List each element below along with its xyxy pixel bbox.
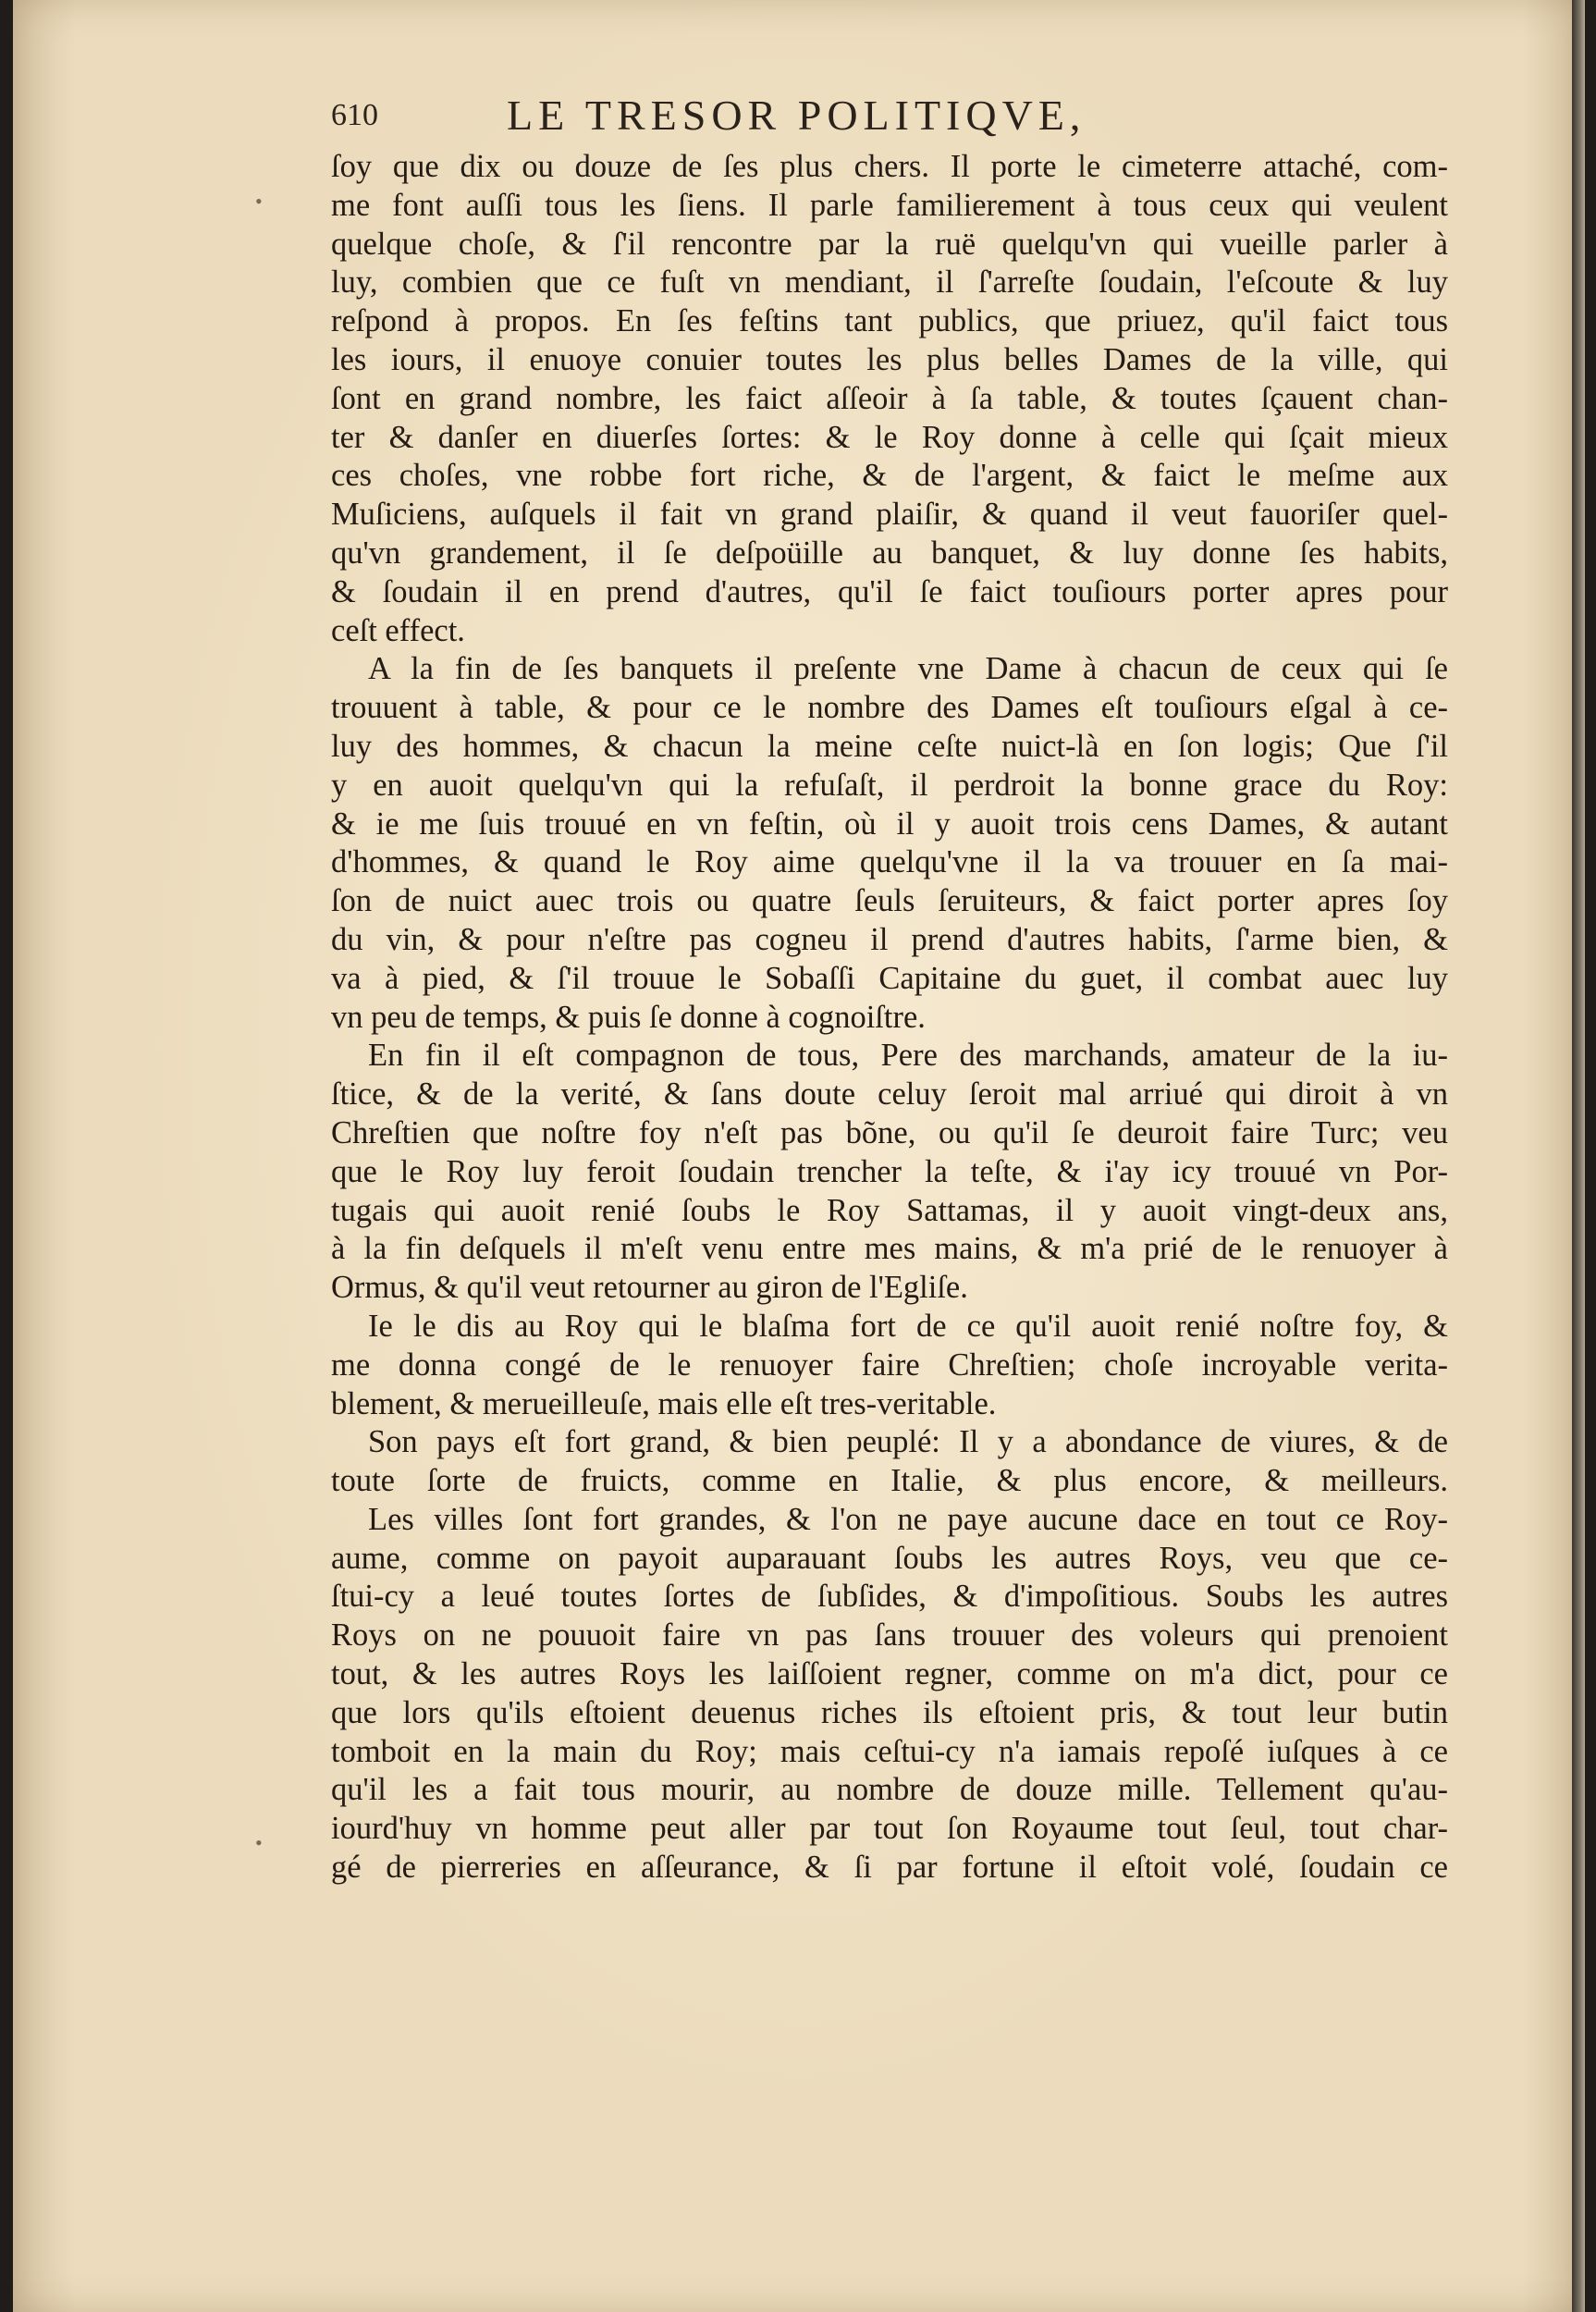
- text-line: blement, & merueilleuſe, mais elle eſt tres-veritable.: [331, 1385, 997, 1421]
- text-line: Muſiciens, auſquels il fait vn grand plaiſir, & quand il veut fauoriſer quel-: [331, 497, 1448, 533]
- margin-dot: •: [255, 1831, 263, 1854]
- text-line: iourd'huy vn homme peut aller par tout ſon Royaume tout ſeul, tout char-: [331, 1811, 1448, 1847]
- text-line: à la fin deſquels il m'eſt venu entre mes mains, & m'a prié de le renuoyer à: [331, 1231, 1448, 1267]
- text-line: Ormus, & qu'il veut retourner au giron de l'Egliſe.: [331, 1270, 968, 1306]
- text-line: me donna congé de le renuoyer faire Chreſtien; choſe incroyable verita-: [331, 1347, 1448, 1383]
- page-header: [331, 85, 1274, 150]
- text-line: Les villes ſont fort grandes, & l'on ne paye aucune dace en tout ce Roy-: [368, 1501, 1448, 1537]
- text-line: d'hommes, & quand le Roy aime quelqu'vne il la va trouuer en ſa mai-: [331, 844, 1448, 880]
- text-line: trouuent à table, & pour ce le nombre des Dames eſt touſiours eſgal à ce-: [331, 690, 1448, 726]
- book-page: [13, 0, 1585, 2312]
- text-line: y en auoit quelqu'vn qui la refuſaſt, il perdroit la bonne grace du Roy:: [331, 767, 1448, 803]
- text-line: Son pays eſt fort grand, & bien peuplé: Il y a abondance de viures, & de: [368, 1424, 1448, 1460]
- page-gutter-shadow: [1572, 0, 1585, 2312]
- text-line: aume, comme on payoit auparauant ſoubs les autres Roys, veu que ce-: [331, 1540, 1448, 1576]
- text-line: va à pied, & ſ'il trouue le Sobaſſi Capitaine du guet, il combat auec luy: [331, 960, 1448, 996]
- text-line: Chreſtien que noſtre foy n'eſt pas bõne, ou qu'il ſe deuroit faire Turc; veu: [331, 1114, 1448, 1150]
- text-line: les iours, il enuoye conuier toutes les plus belles Dames de la ville, qui: [331, 341, 1448, 377]
- text-line: vn peu de temps, & puis ſe donne à cognoiſtre.: [331, 999, 926, 1035]
- text-line: reſpond à propos. En ſes feſtins tant publics, que priuez, qu'il faict tous: [331, 303, 1448, 339]
- text-line: En fin il eſt compagnon de tous, Pere des marchands, amateur de la iu-: [368, 1038, 1448, 1074]
- text-line: Roys on ne pouuoit faire vn pas ſans trouuer des voleurs qui prenoient: [331, 1617, 1448, 1654]
- text-line: gé de pierreries en aſſeurance, & ſi par fortune il eſtoit volé, ſoudain ce: [331, 1850, 1448, 1886]
- text-line: tugais qui auoit renié ſoubs le Roy Sattamas, il y auoit vingt-deux ans,: [331, 1192, 1448, 1228]
- text-line: luy, combien que ce fuſt vn mendiant, il ſ'arreſte ſoudain, l'eſcoute & luy: [331, 264, 1448, 301]
- text-line: qu'il les a fait tous mourir, au nombre de douze mille. Tellement qu'au-: [331, 1772, 1448, 1808]
- running-title: LE TRESOR POLITIQVE,: [507, 92, 1087, 139]
- text-line: tout, & les autres Roys les laiſſoient regner, comme on m'a dict, pour ce: [331, 1656, 1448, 1692]
- text-line: du vin, & pour n'eſtre pas cogneu il prend d'autres habits, ſ'arme bien, &: [331, 921, 1448, 957]
- text-line: que le Roy luy feroit ſoudain trencher la teſte, & i'ay icy trouué vn Por-: [331, 1153, 1448, 1189]
- text-line: Ie le dis au Roy qui le blaſma fort de ce qu'il auoit renié noſtre foy, &: [368, 1308, 1448, 1344]
- text-line: qu'vn grandement, il ſe deſpoüille au banquet, & luy donne ſes habits,: [331, 535, 1448, 571]
- text-line: ces choſes, vne robbe fort riche, & de l'argent, & faict le meſme aux: [331, 458, 1448, 494]
- text-line: tomboit en la main du Roy; mais ceſtui-cy n'a iamais repoſé iuſques à ce: [331, 1733, 1448, 1769]
- text-line: me font auſſi tous les ſiens. Il parle familierement à tous ceux qui veulent: [331, 187, 1448, 223]
- body-text: [331, 148, 1448, 1888]
- text-line: toute ſorte de fruicts, comme en Italie, & plus encore, & meilleurs.: [331, 1463, 1448, 1499]
- margin-dot: •: [255, 190, 263, 213]
- text-line: ſtui-cy a leué toutes ſortes de ſubſides, & d'impoſitious. Soubs les autres: [331, 1579, 1448, 1615]
- text-line: A la fin de ſes banquets il preſente vne Dame à chacun de ceux qui ſe: [368, 651, 1448, 687]
- text-line: ceſt effect.: [331, 612, 465, 648]
- text-line: ſon de nuict auec trois ou quatre ſeuls ſeruiteurs, & faict porter apres ſoy: [331, 883, 1448, 919]
- text-line: & ie me ſuis trouué en vn feſtin, où il y auoit trois cens Dames, & autant: [331, 806, 1448, 842]
- text-line: quelque choſe, & ſ'il rencontre par la ruë quelqu'vn qui vueille parler à: [331, 226, 1448, 262]
- page-number: 610: [331, 98, 378, 132]
- text-line: luy des hommes, & chacun la meine ceſte nuict-là en ſon logis; Que ſ'il: [331, 728, 1448, 764]
- text-line: ſtice, & de la verité, & ſans doute celuy ſeroit mal arriué qui diroit à vn: [331, 1076, 1448, 1113]
- text-line: & ſoudain il en prend d'autres, qu'il ſe faict touſiours porter apres pour: [331, 573, 1448, 609]
- text-line: ſoy que dix ou douze de ſes plus chers. Il porte le cimeterre attaché, com-: [331, 149, 1448, 184]
- text-line: ter & danſer en diuerſes ſortes: & le Roy donne à celle qui ſçait mieux: [331, 419, 1448, 455]
- text-line: que lors qu'ils eſtoient deuenus riches ils eſtoient pris, & tout leur butin: [331, 1694, 1448, 1730]
- text-line: ſont en grand nombre, les faict aſſeoir à ſa table, & toutes ſçauent chan-: [331, 380, 1448, 416]
